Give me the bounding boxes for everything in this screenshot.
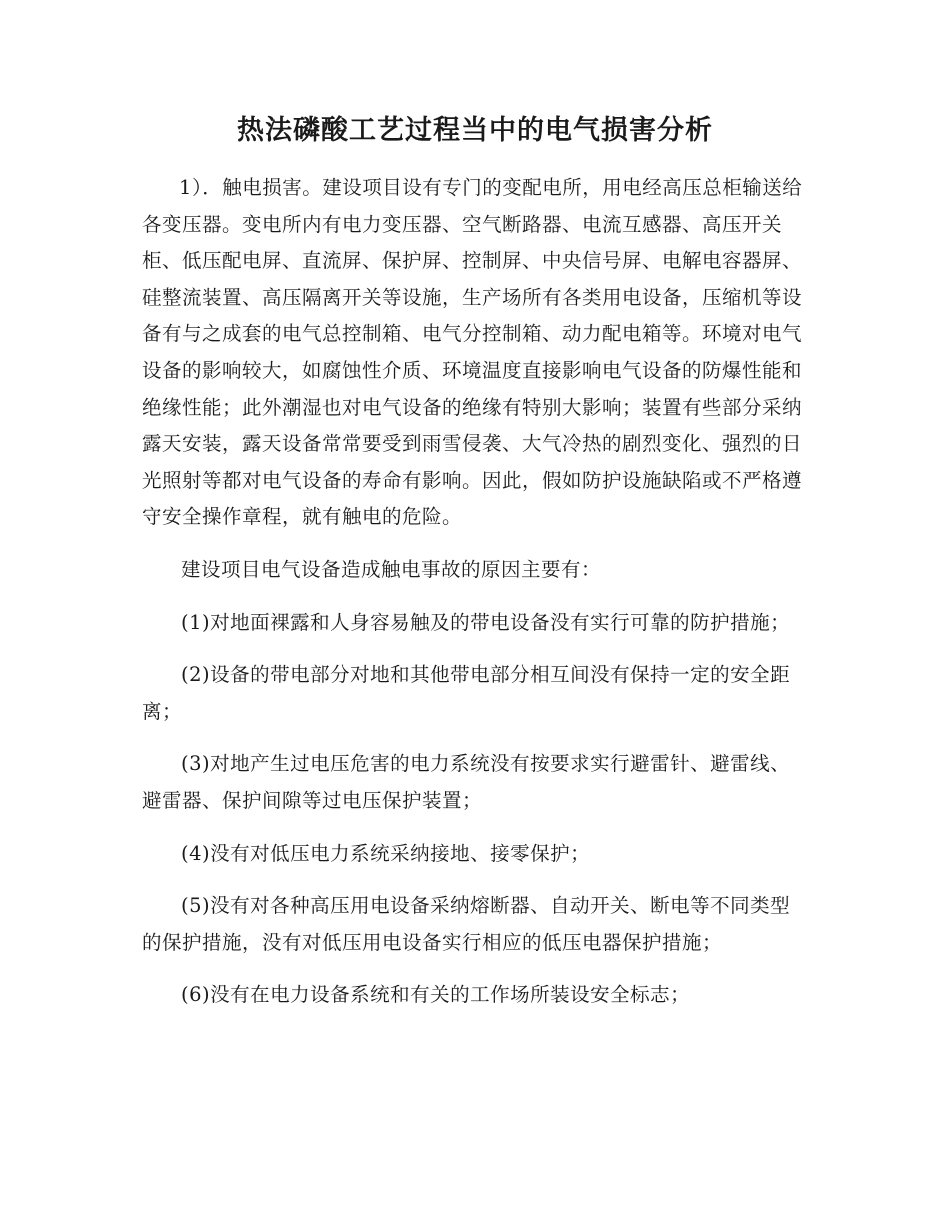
list-item-cause-2: (2)设备的带电部分对地和其他带电部分相互间没有保持一定的安全距离； bbox=[142, 663, 791, 723]
list-item-cause-4: (4)没有对低压电力系统采纳接地、接零保护； bbox=[181, 841, 591, 865]
list-item-cause-6: (6)没有在电力设备系统和有关的工作场所装设安全标志； bbox=[181, 983, 691, 1007]
list-item-cause-5: (5)没有对各种高压用电设备采纳熔断器、自动开关、断电等不同类型的保护措施，没有对低压用电设备实行相应的低压电器保护措施； bbox=[142, 894, 791, 954]
list-item-cause-1: (1)对地面裸露和人身容易触及的带电设备没有实行可靠的防护措施； bbox=[181, 610, 791, 634]
paragraph-electric-shock-hazard: 1）．触电损害。建设项目设有专门的变配电所，用电经高压总柜输送给各变压器。变电所内有电力变压器、空气断路器、电流互感器、高压开关柜、低压配电屏、直流屏、保护屏、控制屏、中央信号屏、电解电容器屏、硅整流装置、高压隔离开关等设施，生产场所有各类用电设备，压缩机等设备有与之成套的电气总控制箱、电气分控制箱、动力配电箱等。环境对电气设备的影响较大，如腐蚀性介质、环境温度直接影响电气设备的防爆性能和绝缘性能；此外潮湿也对电气设备的绝缘有特别大影响；装置有些部分采纳露天安装，露天设备常常要受到雨雪侵袭、大气冷热的剧烈变化、强烈的日光照射等都对电气设备的寿命有影响。因此，假如防护设施缺陷或不严格遵守安全操作章程，就有触电的危险。 bbox=[142, 176, 803, 529]
document-title: 热法磷酸工艺过程当中的电气损害分析 bbox=[237, 115, 713, 146]
list-item-cause-3: (3)对地产生过电压危害的电力系统没有按要求实行避雷针、避雷线、避雷器、保护间隙等过电压保护装置； bbox=[142, 752, 791, 812]
paragraph-causes-intro: 建设项目电气设备造成触电事故的原因主要有： bbox=[181, 557, 602, 581]
document-body bbox=[142, 170, 810, 1014]
